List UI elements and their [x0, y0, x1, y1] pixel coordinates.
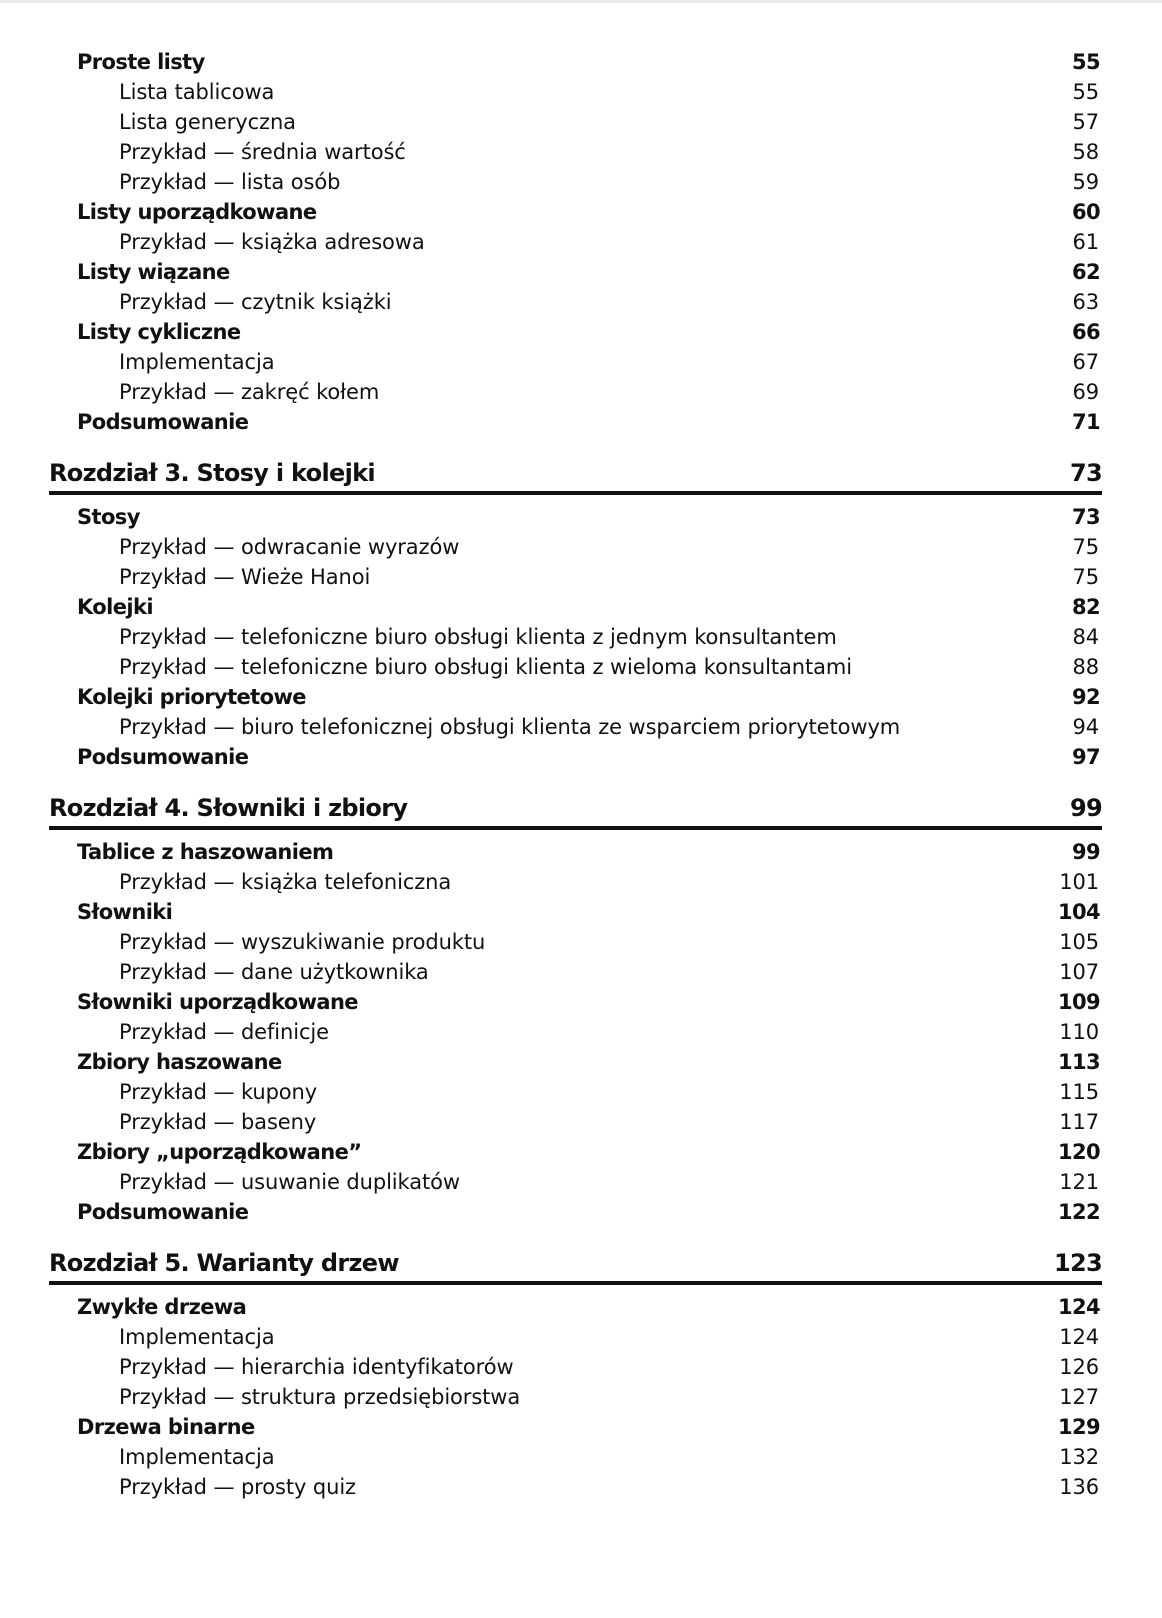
toc-page-number: 73	[1071, 505, 1100, 529]
toc-section-entry	[77, 592, 1100, 622]
toc-page-number: 132	[1059, 1445, 1099, 1469]
toc-entry-title: Przykład — definicje	[119, 1020, 329, 1044]
toc-entry-title: Przykład — hierarchia identyfikatorów	[119, 1355, 514, 1379]
toc-page-number: 123	[1054, 1249, 1102, 1277]
toc-entry-title: Przykład — telefoniczne biuro obsługi klienta z jednym konsultantem	[119, 625, 837, 649]
toc-section-entry	[77, 742, 1100, 772]
toc-chapter-heading	[49, 790, 1102, 830]
toc-subsection-entry	[119, 77, 1099, 107]
toc-entry-title: Przykład — usuwanie duplikatów	[119, 1170, 460, 1194]
toc-entry-title: Przykład — książka adresowa	[119, 230, 425, 254]
toc-page-number: 99	[1070, 794, 1102, 822]
toc-entry-title: Przykład — struktura przedsiębiorstwa	[119, 1385, 521, 1409]
toc-subsection-entry	[119, 227, 1099, 257]
toc-section-entry	[77, 502, 1100, 532]
toc-section-entry	[77, 1292, 1100, 1322]
toc-entry-title: Przykład — wyszukiwanie produktu	[119, 930, 486, 954]
toc-section-entry	[77, 1197, 1100, 1227]
toc-entry-title: Implementacja	[119, 350, 275, 374]
toc-entry-title: Lista generyczna	[119, 110, 296, 134]
toc-page-number: 99	[1071, 840, 1100, 864]
toc-page-number: 124	[1059, 1325, 1099, 1349]
toc-page-number: 124	[1057, 1295, 1100, 1319]
toc-entry-title: Przykład — czytnik książki	[119, 290, 392, 314]
toc-page-number: 136	[1059, 1475, 1099, 1499]
toc-entry-title: Przykład — baseny	[119, 1110, 317, 1134]
toc-subsection-entry	[119, 927, 1099, 957]
toc-page-number: 84	[1072, 625, 1099, 649]
toc-page-number: 113	[1057, 1050, 1100, 1074]
toc-page-number: 117	[1059, 1110, 1099, 1134]
toc-entry-title: Kolejki	[77, 595, 153, 619]
toc-page-number: 115	[1059, 1080, 1099, 1104]
toc-page-number: 127	[1059, 1385, 1099, 1409]
toc-entry-title: Zbiory „uporządkowane”	[77, 1140, 362, 1164]
toc-entry-title: Przykład — odwracanie wyrazów	[119, 535, 460, 559]
toc-subsection-entry	[119, 1017, 1099, 1047]
toc-subsection-entry	[119, 652, 1099, 682]
toc-subsection-entry	[119, 167, 1099, 197]
toc-page-number: 61	[1072, 230, 1099, 254]
toc-section-entry	[77, 47, 1100, 77]
toc-subsection-entry	[119, 1167, 1099, 1197]
toc-section-entry	[77, 987, 1100, 1017]
toc-entry-title: Stosy	[77, 505, 140, 529]
toc-subsection-entry	[119, 287, 1099, 317]
toc-section-entry	[77, 257, 1100, 287]
toc-entry-title: Podsumowanie	[77, 1200, 249, 1224]
toc-subsection-entry	[119, 137, 1099, 167]
toc-section-entry	[77, 407, 1100, 437]
toc-entry-title: Rozdział 3. Stosy i kolejki	[49, 459, 375, 487]
toc-page-number: 97	[1071, 745, 1100, 769]
toc-subsection-entry	[119, 622, 1099, 652]
toc-entry-title: Implementacja	[119, 1445, 275, 1469]
toc-entry-title: Słowniki	[77, 900, 173, 924]
toc-page-number: 82	[1071, 595, 1100, 619]
toc-subsection-entry	[119, 532, 1099, 562]
toc-page-number: 67	[1072, 350, 1099, 374]
toc-section-entry	[77, 1047, 1100, 1077]
toc-page-number: 104	[1057, 900, 1100, 924]
toc-page-number: 120	[1057, 1140, 1100, 1164]
toc-entry-title: Przykład — biuro telefonicznej obsługi klienta ze wsparciem priorytetowym	[119, 715, 901, 739]
toc-entry-title: Przykład — dane użytkownika	[119, 960, 429, 984]
toc-page-number: 94	[1072, 715, 1099, 739]
toc-page-number: 105	[1059, 930, 1099, 954]
toc-subsection-entry	[119, 712, 1099, 742]
toc-entry-title: Proste listy	[77, 50, 205, 74]
toc-page-number: 55	[1071, 50, 1100, 74]
toc-section-entry	[77, 837, 1100, 867]
toc-entry-title: Drzewa binarne	[77, 1415, 255, 1439]
toc-section-entry	[77, 317, 1100, 347]
toc-subsection-entry	[119, 1442, 1099, 1472]
toc-entry-title: Listy cykliczne	[77, 320, 241, 344]
toc-entry-title: Zbiory haszowane	[77, 1050, 282, 1074]
toc-page-number: 88	[1072, 655, 1099, 679]
toc-chapter-heading	[49, 1245, 1102, 1285]
toc-page-number: 126	[1059, 1355, 1099, 1379]
toc-entry-title: Listy wiązane	[77, 260, 230, 284]
toc-subsection-entry	[119, 867, 1099, 897]
toc-section-entry	[77, 197, 1100, 227]
toc-page-number: 73	[1070, 459, 1102, 487]
toc-page-number: 92	[1071, 685, 1100, 709]
toc-entry-title: Słowniki uporządkowane	[77, 990, 358, 1014]
toc-subsection-entry	[119, 1472, 1099, 1502]
toc-page-number: 109	[1057, 990, 1100, 1014]
toc-subsection-entry	[119, 347, 1099, 377]
toc-page-number: 101	[1059, 870, 1099, 894]
toc-page-number: 75	[1072, 535, 1099, 559]
toc-entry-title: Przykład — zakręć kołem	[119, 380, 380, 404]
toc-page-number: 63	[1072, 290, 1099, 314]
toc-page-number: 69	[1072, 380, 1099, 404]
toc-section-entry	[77, 1137, 1100, 1167]
toc-page-number: 71	[1071, 410, 1100, 434]
toc-subsection-entry	[119, 1352, 1099, 1382]
toc-page-number: 59	[1072, 170, 1099, 194]
toc-subsection-entry	[119, 1077, 1099, 1107]
toc-subsection-entry	[119, 107, 1099, 137]
toc-entry-title: Przykład — kupony	[119, 1080, 318, 1104]
toc-page-number: 60	[1071, 200, 1100, 224]
toc-section-entry	[77, 1412, 1100, 1442]
toc-entry-title: Listy uporządkowane	[77, 200, 317, 224]
toc-section-entry	[77, 897, 1100, 927]
toc-entry-title: Przykład — telefoniczne biuro obsługi klienta z wieloma konsultantami	[119, 655, 852, 679]
toc-subsection-entry	[119, 1322, 1099, 1352]
toc-entry-title: Rozdział 4. Słowniki i zbiory	[49, 794, 408, 822]
toc-entry-title: Zwykłe drzewa	[77, 1295, 247, 1319]
toc-entry-title: Podsumowanie	[77, 745, 249, 769]
toc-entry-title: Podsumowanie	[77, 410, 249, 434]
toc-subsection-entry	[119, 562, 1099, 592]
toc-page-number: 129	[1057, 1415, 1100, 1439]
toc-entry-title: Przykład — książka telefoniczna	[119, 870, 452, 894]
toc-page-number: 121	[1059, 1170, 1099, 1194]
toc-page-number: 66	[1071, 320, 1100, 344]
toc-entry-title: Przykład — średnia wartość	[119, 140, 406, 164]
toc-subsection-entry	[119, 377, 1099, 407]
toc-subsection-entry	[119, 1107, 1099, 1137]
toc-page-number: 62	[1071, 260, 1100, 284]
toc-subsection-entry	[119, 1382, 1099, 1412]
toc-section-entry	[77, 682, 1100, 712]
toc-page-number: 122	[1057, 1200, 1100, 1224]
toc-entry-title: Tablice z haszowaniem	[77, 840, 334, 864]
toc-page-number: 110	[1059, 1020, 1099, 1044]
toc-chapter-heading	[49, 455, 1102, 495]
toc-entry-title: Kolejki priorytetowe	[77, 685, 306, 709]
toc-page-number: 107	[1059, 960, 1099, 984]
toc-entry-title: Implementacja	[119, 1325, 275, 1349]
toc-entry-title: Przykład — Wieże Hanoi	[119, 565, 371, 589]
toc-entry-title: Przykład — prosty quiz	[119, 1475, 356, 1499]
toc-page-number: 58	[1072, 140, 1099, 164]
toc-entry-title: Przykład — lista osób	[119, 170, 341, 194]
toc-page-number: 55	[1072, 80, 1099, 104]
toc-page-number: 75	[1072, 565, 1099, 589]
toc-entry-title: Lista tablicowa	[119, 80, 275, 104]
toc-subsection-entry	[119, 957, 1099, 987]
toc-page-number: 57	[1072, 110, 1099, 134]
toc-entry-title: Rozdział 5. Warianty drzew	[49, 1249, 399, 1277]
